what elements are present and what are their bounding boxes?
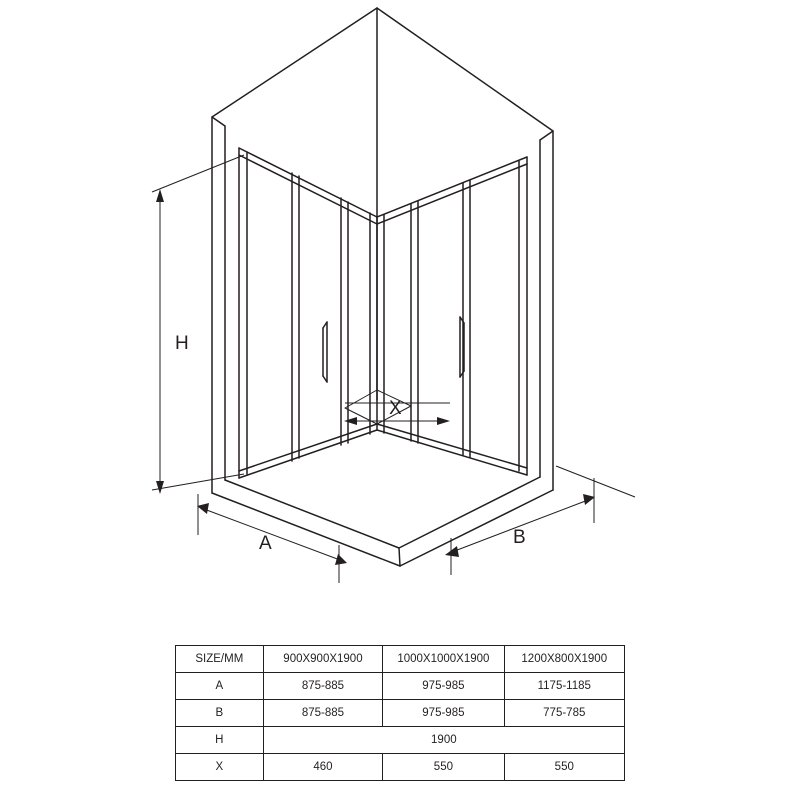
row-b-value-3: 775-785: [504, 700, 624, 727]
table-header-size-2: 1000X1000X1900: [383, 646, 504, 673]
left-door-handle-icon: [323, 322, 327, 382]
dimension-height: [152, 155, 244, 494]
row-a-value-2: 975-985: [383, 673, 504, 700]
row-label-a: A: [176, 673, 264, 700]
dimension-width-b: [445, 466, 635, 575]
dimension-height-label: H: [175, 333, 189, 354]
row-b-value-2: 975-985: [383, 700, 504, 727]
row-label-h: H: [176, 727, 264, 754]
dimension-x-label: X: [389, 398, 402, 419]
table-row: [176, 700, 625, 727]
dimension-b-label: B: [513, 527, 526, 548]
table-row: [176, 673, 625, 700]
right-door-handle-icon: [460, 317, 464, 377]
row-x-value-3: 550: [504, 754, 624, 781]
row-x-value-2: 550: [383, 754, 504, 781]
table-header-size-3: 1200X800X1900: [504, 646, 624, 673]
row-a-value-3: 1175-1185: [504, 673, 624, 700]
row-x-value-1: 460: [263, 754, 383, 781]
row-b-value-1: 875-885: [263, 700, 383, 727]
row-h-value: 1900: [263, 727, 624, 754]
table-header-row: [176, 646, 625, 673]
table-header-size: SIZE/MM: [176, 646, 264, 673]
dimension-a-label: A: [259, 533, 272, 554]
dimension-opening-x: [344, 398, 450, 425]
table-row: [176, 727, 625, 754]
table-row: [176, 754, 625, 781]
right-glass-panel-assembly: [377, 157, 527, 475]
row-label-x: X: [176, 754, 264, 781]
specification-table: [175, 645, 625, 781]
table-header-size-1: 900X900X1900: [263, 646, 383, 673]
wall-outline: [212, 8, 553, 566]
row-label-b: B: [176, 700, 264, 727]
left-glass-panel-assembly: [239, 148, 377, 478]
row-a-value-1: 875-885: [263, 673, 383, 700]
dimension-width-a: [197, 494, 347, 583]
